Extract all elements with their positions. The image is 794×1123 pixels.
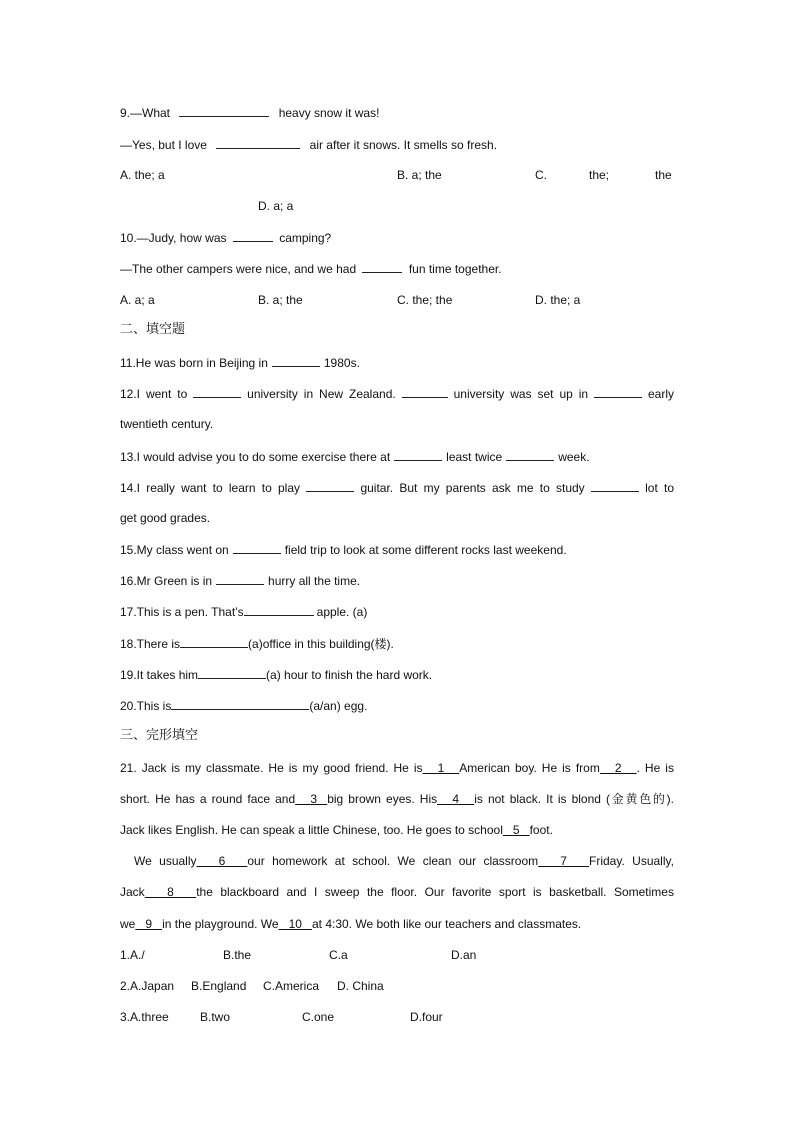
q13: 13.I would advise you to do some exercise there at least twice week. <box>120 450 590 464</box>
o2-c[interactable]: C.America <box>263 979 320 993</box>
q12-line2: twentieth century. <box>120 417 214 431</box>
q14-blank1[interactable] <box>306 479 354 492</box>
q10-blank1[interactable] <box>233 229 273 242</box>
q9-option-d[interactable]: D. a; a <box>258 199 294 213</box>
o3-b[interactable]: B.two <box>200 1010 231 1024</box>
q12-blank1[interactable] <box>193 385 241 398</box>
cloze-blank-8: 8 <box>167 885 174 899</box>
o1-b[interactable]: B.the <box>223 948 252 962</box>
q14-line1: 14.I really want to learn to play guitar. But my parents ask me to study lot to <box>120 481 674 495</box>
q9-blank1[interactable] <box>179 104 269 117</box>
q20: 20.This is (a/an) egg. <box>120 699 368 713</box>
o1-c[interactable]: C.a <box>329 948 348 962</box>
q15: 15.My class went on field trip to look at some different rocks last weekend. <box>120 543 567 557</box>
q9-option-c-label[interactable]: C. <box>535 168 547 182</box>
q10-option-d[interactable]: D. the; a <box>535 293 581 307</box>
cloze-line6: we 9 in the playground. We 10 at 4:30. We both like our teachers and classmates. <box>120 917 582 931</box>
q9-option-a[interactable]: A. the; a <box>120 168 165 182</box>
q9-line1 <box>120 104 379 121</box>
q16: 16.Mr Green is in hurry all the time. <box>120 574 361 588</box>
q9-option-b[interactable]: B. a; the <box>397 168 442 182</box>
cloze-blank-2: 2 <box>614 761 622 775</box>
section-heading-fill: 二、填空题 <box>120 322 186 337</box>
o3-d[interactable]: D.four <box>410 1010 443 1024</box>
q11: 11.He was born in Beijing in 1980s. <box>120 356 360 370</box>
q10-option-b[interactable]: B. a; the <box>258 293 303 307</box>
cloze-blank-3: 3 <box>310 792 318 806</box>
o2-a[interactable]: 2.A.Japan <box>120 979 175 993</box>
cloze-blank-7: 7 <box>560 854 567 868</box>
q10-option-c[interactable]: C. the; the <box>397 293 453 307</box>
q16-blank[interactable] <box>216 572 264 585</box>
q19-blank[interactable] <box>198 666 266 679</box>
q17: 17.This is a pen. That’s apple. (a) <box>120 605 368 619</box>
cloze-line3: Jack likes English. He can speak a little Chinese, too. He goes to school 5 foot. <box>120 823 553 837</box>
q15-blank[interactable] <box>233 541 281 554</box>
q9-prefix: 9.—What <box>120 106 171 120</box>
q12-blank2[interactable] <box>402 385 448 398</box>
q9-text: heavy snow it was! <box>278 106 380 120</box>
q14-line2: get good grades. <box>120 511 211 525</box>
o3-c[interactable]: C.one <box>302 1010 335 1024</box>
cloze-line4: We usually 6 our homework at school. We clean our classroom 7 Friday. Usually, <box>134 854 674 868</box>
cloze-blank-1: 1 <box>437 761 445 775</box>
q14-blank2[interactable] <box>591 479 639 492</box>
o1-d[interactable]: D.an <box>451 948 477 962</box>
q12-blank3[interactable] <box>594 385 642 398</box>
q10-option-a[interactable]: A. a; a <box>120 293 155 307</box>
q10-line2: —The other campers were nice, and we had fun time together. <box>120 262 502 276</box>
q11-blank[interactable] <box>272 354 320 367</box>
q9-option-c-part1: the; <box>589 168 610 182</box>
cloze-blank-6: 6 <box>218 854 226 868</box>
o1-a[interactable]: 1.A./ <box>120 948 145 962</box>
cloze-blank-10: 10 <box>288 917 302 931</box>
o2-d[interactable]: D. China <box>337 979 384 993</box>
q19: 19.It takes him (a) hour to finish the hard work. <box>120 668 433 682</box>
cloze-line2: short. He has a round face and 3 big brown eyes. His 4 is not black. It is blond (金黄色的). <box>120 792 674 806</box>
o2-b[interactable]: B.England <box>191 979 247 993</box>
q10-line1: 10.—Judy, how was camping? <box>120 231 332 245</box>
q9-option-c-part2: the <box>655 168 672 182</box>
q9-line2: —Yes, but I love air after it snows. It smells so fresh. <box>120 138 498 152</box>
cloze-blank-9: 9 <box>145 917 153 931</box>
q13-blank1[interactable] <box>394 448 442 461</box>
cloze-line5: Jack 8 the blackboard and I sweep the floor. Our favorite sport is basketball. Sometimes <box>120 885 674 899</box>
q10-blank2[interactable] <box>362 260 402 273</box>
q13-blank2[interactable] <box>506 448 554 461</box>
q17-blank[interactable] <box>244 603 314 616</box>
q12-line1: 12.I went to university in New Zealand. university was set up in early <box>120 387 675 401</box>
q9-blank2[interactable] <box>216 136 300 149</box>
q20-blank[interactable] <box>171 697 309 710</box>
o3-a[interactable]: 3.A.three <box>120 1010 169 1024</box>
section-heading-cloze: 三、完形填空 <box>120 728 199 743</box>
cloze-blank-4: 4 <box>452 792 460 806</box>
q18: 18.There is (a)office in this building(楼). <box>120 637 394 651</box>
q18-blank[interactable] <box>180 635 248 648</box>
cloze-blank-5: 5 <box>512 823 520 837</box>
cloze-line1: 21. Jack is my classmate. He is my good friend. He is 1 American boy. He is from 2 . He is <box>120 761 674 775</box>
